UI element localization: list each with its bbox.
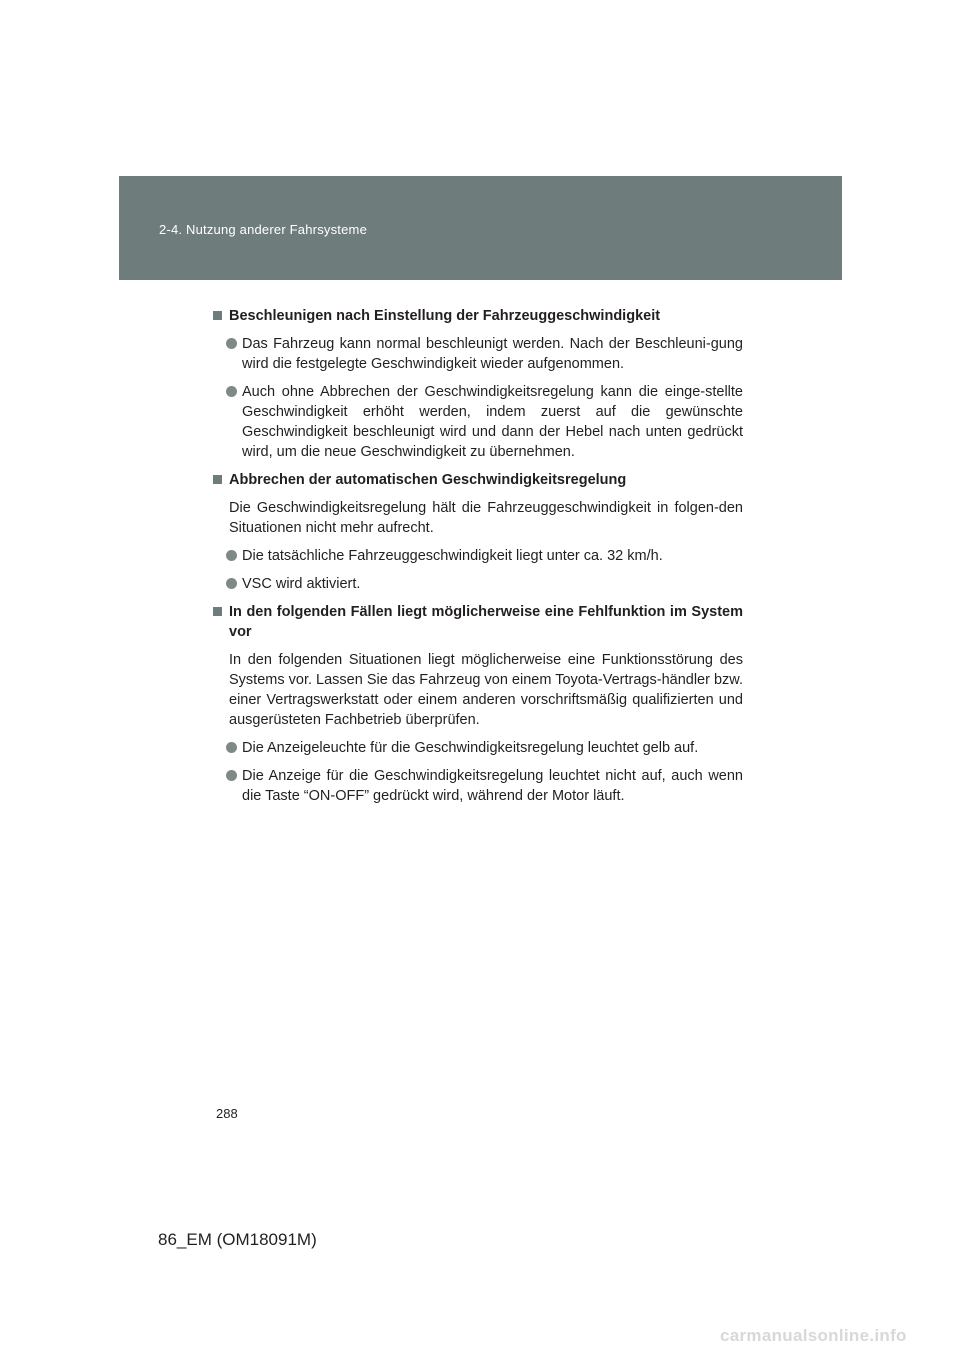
section-heading bbox=[213, 602, 743, 642]
section-heading bbox=[213, 470, 743, 490]
list-item bbox=[213, 766, 743, 806]
chapter-header-band bbox=[119, 176, 842, 280]
list-item-text: Die tatsächliche Fahrzeuggeschwindigkeit liegt unter ca. 32 km/h. bbox=[242, 548, 663, 564]
chapter-title: 2-4. Nutzung anderer Fahrsysteme bbox=[159, 222, 367, 237]
list-item-text: Die Anzeigeleuchte für die Geschwindigkeitsregelung leuchtet gelb auf. bbox=[242, 740, 699, 756]
list-item bbox=[213, 334, 743, 374]
section-heading-text: In den folgenden Fällen liegt möglicherweise eine Fehlfunktion im System vor bbox=[229, 604, 743, 640]
square-bullet-icon bbox=[213, 311, 222, 320]
round-bullet-icon bbox=[226, 386, 237, 397]
list-item-text: Das Fahrzeug kann normal beschleunigt werden. Nach der Beschleuni-gung wird die festgelegte Geschwindigkeit wieder aufgenommen. bbox=[242, 336, 743, 372]
list-item bbox=[213, 574, 743, 594]
document-code: 86_EM (OM18091M) bbox=[158, 1230, 317, 1249]
section-heading bbox=[213, 306, 743, 326]
round-bullet-icon bbox=[226, 770, 237, 781]
square-bullet-icon bbox=[213, 607, 222, 616]
list-item-text: Die Anzeige für die Geschwindigkeitsregelung leuchtet nicht auf, auch wenn die Taste “ON-OFF” gedrückt wird, während der Motor läuft. bbox=[242, 768, 743, 804]
list-item bbox=[213, 738, 743, 758]
page-number: 288 bbox=[216, 1106, 238, 1121]
round-bullet-icon bbox=[226, 338, 237, 349]
section-heading-text: Beschleunigen nach Einstellung der Fahrzeuggeschwindigkeit bbox=[229, 308, 661, 324]
list-item-text: VSC wird aktiviert. bbox=[242, 576, 361, 592]
square-bullet-icon bbox=[213, 475, 222, 484]
list-item bbox=[213, 382, 743, 462]
section-intro: Die Geschwindigkeitsregelung hält die Fahrzeuggeschwindigkeit in folgen-den Situationen nicht mehr aufrecht. bbox=[229, 500, 743, 536]
page-content bbox=[213, 306, 743, 814]
round-bullet-icon bbox=[226, 578, 237, 589]
site-watermark: carmanualsonline.info bbox=[720, 1326, 907, 1345]
list-item-text: Auch ohne Abbrechen der Geschwindigkeitsregelung kann die einge-stellte Geschwindigkeit erhöht werden, indem zuerst auf die gewünschte Geschwindigkeit beschleunigt wird und dann der Hebel nach unten gedrückt wird, um die neue Geschwindigkeit zu übernehmen. bbox=[242, 384, 743, 460]
round-bullet-icon bbox=[226, 550, 237, 561]
list-item bbox=[213, 546, 743, 566]
section-intro: In den folgenden Situationen liegt möglicherweise eine Funktionsstörung des Systems vor. Lassen Sie das Fahrzeug von einem Toyota-Vertrags-händler bzw. einer Vertragswerkstatt oder einem anderen vorschriftsmäßig qualifizierten und ausgerüsteten Fachbetrieb überprüfen. bbox=[229, 652, 743, 728]
round-bullet-icon bbox=[226, 742, 237, 753]
section-heading-text: Abbrechen der automatischen Geschwindigkeitsregelung bbox=[229, 472, 627, 488]
